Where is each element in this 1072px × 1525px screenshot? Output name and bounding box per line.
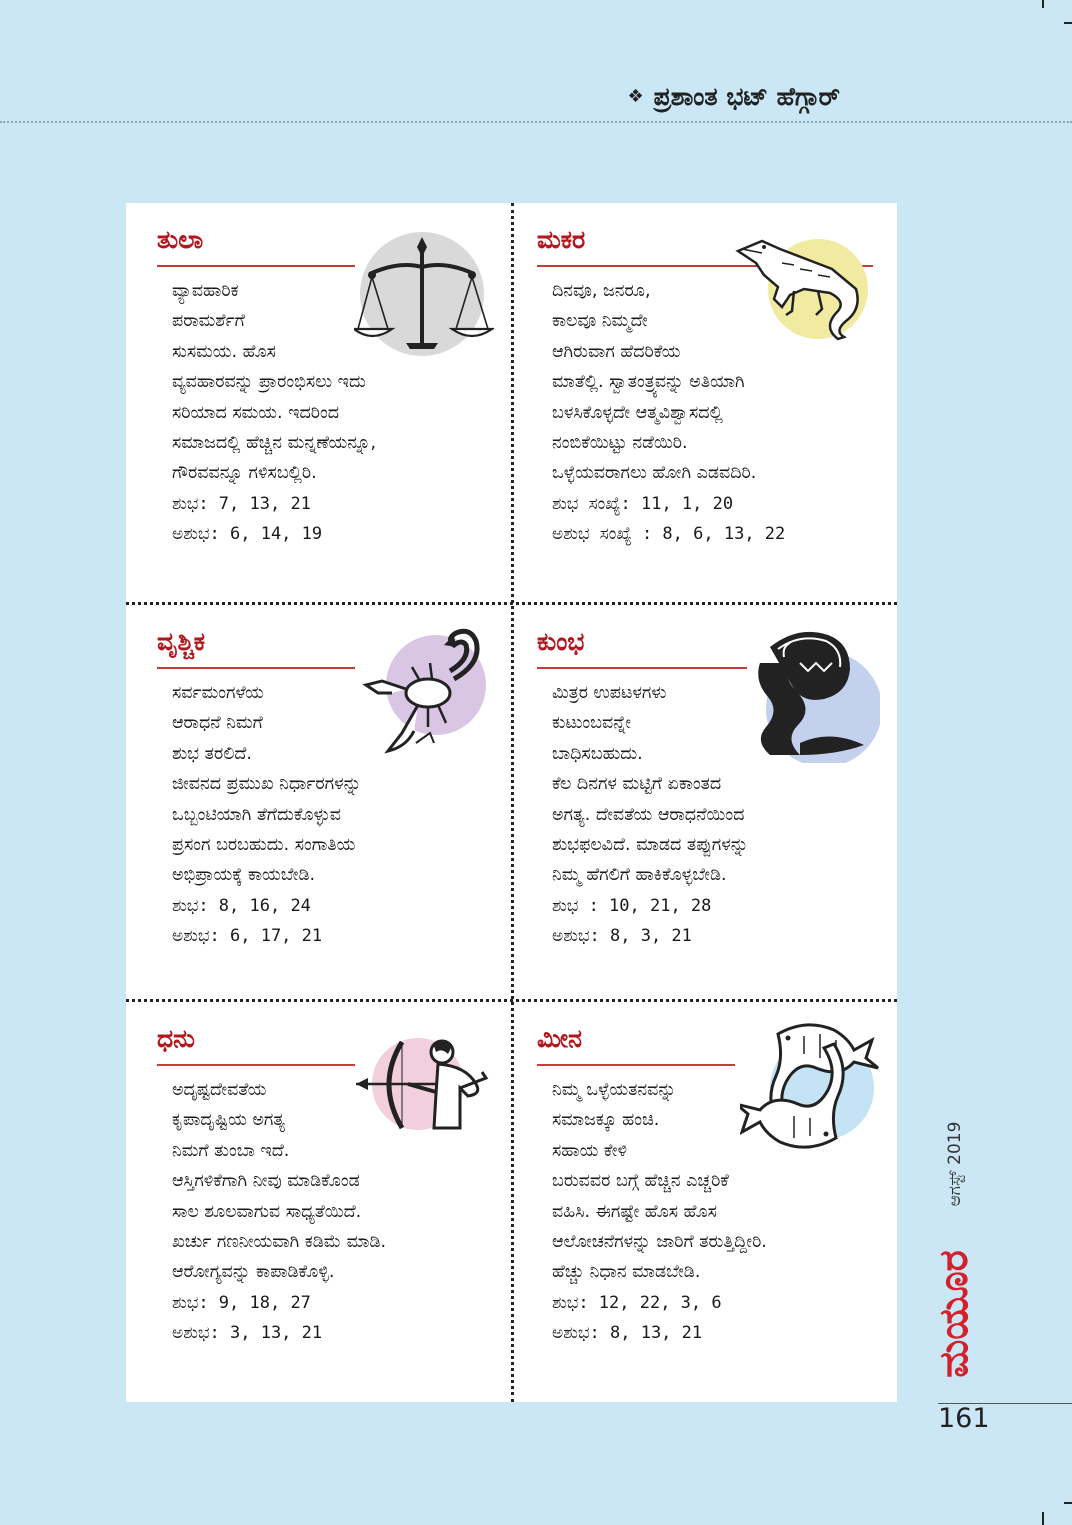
lucky-numbers: ಶುಭ ಸಂಖ್ಯೆ: 11, 1, 20 xyxy=(552,493,734,514)
sign-card-meena xyxy=(512,1002,897,1401)
sign-text xyxy=(172,1075,507,1349)
text-line: ಪರಾಮರ್ಶೆಗೆ xyxy=(172,311,245,332)
issue-date xyxy=(937,1112,973,1216)
sign-card-vrischika xyxy=(126,605,511,1004)
crop-mark xyxy=(1064,1502,1072,1504)
text-line: ಕುಟುಂಬವನ್ನೇ xyxy=(552,713,632,734)
sign-card-tula xyxy=(126,203,511,602)
title-underline xyxy=(157,265,355,267)
sign-text xyxy=(552,1075,887,1349)
sign-card-dhanu xyxy=(126,1002,511,1401)
title-underline xyxy=(157,667,355,669)
text-line: ಮಿತ್ರರ ಉಪಟಳಗಳು xyxy=(552,683,667,703)
text-line: ಸರ್ವಮಂಗಳೆಯ xyxy=(172,683,264,703)
text-line: ಗೌರವವನ್ನೂ ಗಳಿಸಬಲ್ಲಿರಿ. xyxy=(172,463,317,484)
text-line: ಸಹಾಯ ಕೇಳಿ xyxy=(552,1140,628,1161)
sign-title: ತುಲಾ xyxy=(157,225,204,254)
magazine-name: ಮಯೂರ xyxy=(931,1250,977,1378)
text-line: ಕೃಪಾದೃಷ್ಟಿಯ ಅಗತ್ಯ xyxy=(172,1110,286,1131)
byline-marker: ❖ xyxy=(627,86,644,107)
unlucky-numbers: ಅಶುಭ: 3, 13, 21 xyxy=(172,1323,323,1344)
text-line: ಖರ್ಚು ಗಣನೀಯವಾಗಿ ಕಡಿಮೆ ಮಾಡಿ. xyxy=(172,1232,387,1253)
issue-date-text: ಆಗಸ್ಟ್ 2019 xyxy=(945,1121,965,1207)
text-line: ಆಗಿರುವಾಗ ಹೆದರಿಕೆಯ xyxy=(552,341,681,362)
text-line: ನಿಮ್ಮ ಒಳ್ಳೆಯತನವನ್ನು xyxy=(552,1080,677,1100)
text-line: ಆಲೋಚನೆಗಳನ್ನು ಜಾರಿಗೆ ತರುತ್ತಿದ್ದೀರಿ. xyxy=(552,1232,767,1253)
author-byline xyxy=(628,82,841,112)
sign-text xyxy=(552,276,887,550)
lucky-numbers: ಶುಭ: 8, 16, 24 xyxy=(172,895,311,916)
text-line: ಅಭಿಪ್ರಾಯಕ್ಕೆ ಕಾಯಬೇಡಿ. xyxy=(172,865,316,886)
text-line: ಬಾಧಿಸಬಹುದು. xyxy=(552,743,643,764)
text-line: ವ್ಯವಹಾರವನ್ನು ಪ್ರಾರಂಭಿಸಲು ಇದು xyxy=(172,372,366,393)
sign-card-makara xyxy=(512,203,897,602)
author-name: ಪ್ರಶಾಂತ ಭಟ್ ಹೆಗ್ಗಾರ್ xyxy=(653,82,840,111)
text-line: ಸಮಾಜಕ್ಕೂ ಹಂಚಿ. xyxy=(552,1110,660,1131)
text-line: ಸುಸಮಯ. ಹೊಸ xyxy=(172,341,276,362)
text-line: ಕೆಲ ದಿನಗಳ ಮಟ್ಟಿಗೆ ಏಕಾಂತದ xyxy=(552,774,722,795)
text-line: ದಿನವೂ, ಜನರೂ, xyxy=(552,281,651,301)
text-line: ಬಳಸಿಕೊಳ್ಳದೇ ಆತ್ಮವಿಶ್ವಾಸದಲ್ಲಿ xyxy=(552,402,723,423)
sign-title: ಮೀನ xyxy=(537,1024,583,1053)
sign-title: ವೃಶ್ಚಿಕ xyxy=(157,627,206,656)
page-number: 161 xyxy=(938,1403,990,1434)
text-line: ಒಳ್ಳೆಯವರಾಗಲು ಹೋಗಿ ಎಡವದಿರಿ. xyxy=(552,463,757,484)
text-line: ಅಗತ್ಯ. ದೇವತೆಯ ಆರಾಧನೆಯಿಂದ xyxy=(552,804,745,825)
text-line: ಕಾಲವೂ ನಿಮ್ಮದೇ xyxy=(552,311,648,332)
text-line: ನಂಬಿಕೆಯಿಟ್ಟು ನಡೆಯಿರಿ. xyxy=(552,433,688,454)
text-line: ವಹಿಸಿ. ಈಗಷ್ಟೇ ಹೊಸ ಹೊಸ xyxy=(552,1201,717,1222)
unlucky-numbers: ಅಶುಭ: 6, 14, 19 xyxy=(172,524,323,545)
magazine-logo xyxy=(928,1250,980,1378)
text-line: ಹೆಚ್ಚು ನಿಧಾನ ಮಾಡಬೇಡಿ. xyxy=(552,1262,701,1283)
sign-text xyxy=(172,276,507,550)
unlucky-numbers: ಅಶುಭ: 8, 3, 21 xyxy=(552,926,692,947)
text-line: ಮಾತೆಲ್ಲಿ. ಸ್ವಾತಂತ್ರ್ಯವನ್ನು ಅತಿಯಾಗಿ xyxy=(552,372,745,393)
lucky-numbers: ಶುಭ: 7, 13, 21 xyxy=(172,493,311,514)
text-line: ಆಸ್ತಿಗಳಿಕೆಗಾಗಿ ನೀವು ಮಾಡಿಕೊಂಡ xyxy=(172,1171,360,1192)
title-underline xyxy=(537,1064,735,1066)
text-line: ನಿಮಗೆ ತುಂಬಾ ಇದೆ. xyxy=(172,1140,290,1161)
header-divider xyxy=(0,121,1072,123)
lucky-numbers: ಶುಭ: 9, 18, 27 xyxy=(172,1292,311,1313)
text-line: ಒಬ್ಬಂಟಿಯಾಗಿ ತೆಗೆದುಕೊಳ್ಳುವ xyxy=(172,804,341,825)
unlucky-numbers: ಅಶುಭ ಸಂಖ್ಯೆ : 8, 6, 13, 22 xyxy=(552,524,786,545)
sign-text xyxy=(172,678,507,952)
sign-card-kumbha xyxy=(512,605,897,1004)
unlucky-numbers: ಅಶುಭ: 6, 17, 21 xyxy=(172,926,323,947)
sign-title: ಮಕರ xyxy=(537,225,586,254)
crop-mark xyxy=(1064,22,1072,24)
text-line: ಆರಾಧನೆ ನಿಮಗೆ xyxy=(172,713,263,734)
title-underline xyxy=(157,1064,355,1066)
text-line: ಶುಭ ತರಲಿದೆ. xyxy=(172,743,252,764)
sign-title: ಕುಂಭ xyxy=(537,627,585,656)
lucky-numbers: ಶುಭ: 12, 22, 3, 6 xyxy=(552,1292,722,1313)
text-line: ಆರೋಗ್ಯವನ್ನು ಕಾಪಾಡಿಕೊಳ್ಳಿ. xyxy=(172,1262,335,1283)
text-line: ನಿಮ್ಮ ಹೆಗಲಿಗೆ ಹಾಕಿಕೊಳ್ಳಬೇಡಿ. xyxy=(552,865,727,886)
text-line: ಪ್ರಸಂಗ ಬರಬಹುದು. ಸಂಗಾತಿಯ xyxy=(172,835,356,856)
text-line: ಅದೃಷ್ಟದೇವತೆಯ xyxy=(172,1080,267,1100)
text-line: ವ್ಯಾವಹಾರಿಕ xyxy=(172,281,239,301)
crop-mark xyxy=(1042,1512,1044,1525)
unlucky-numbers: ಅಶುಭ: 8, 13, 21 xyxy=(552,1323,703,1344)
sign-title: ಧನು xyxy=(157,1024,196,1053)
text-line: ಸಾಲ ಶೂಲವಾಗುವ ಸಾಧ್ಯತೆಯಿದೆ. xyxy=(172,1201,362,1222)
column-divider xyxy=(511,203,514,1402)
text-line: ಸರಿಯಾದ ಸಮಯ. ಇದರಿಂದ xyxy=(172,402,340,423)
crop-mark xyxy=(1042,0,1044,8)
title-underline xyxy=(537,667,747,669)
text-line: ಶುಭಫಲವಿದೆ. ಮಾಡದ ತಪ್ಪುಗಳನ್ನು xyxy=(552,835,749,856)
text-line: ಜೀವನದ ಪ್ರಮುಖ ನಿರ್ಧಾರಗಳನ್ನು xyxy=(172,774,362,795)
text-line: ಬರುವವರ ಬಗ್ಗೆ ಹೆಚ್ಚಿನ ಎಚ್ಚರಿಕೆ xyxy=(552,1171,729,1192)
sign-text xyxy=(552,678,887,952)
horoscope-grid xyxy=(126,203,897,1402)
text-line: ಸಮಾಜದಲ್ಲಿ ಹೆಚ್ಚಿನ ಮನ್ನಣೆಯನ್ನೂ, xyxy=(172,433,377,454)
lucky-numbers: ಶುಭ : 10, 21, 28 xyxy=(552,895,712,916)
